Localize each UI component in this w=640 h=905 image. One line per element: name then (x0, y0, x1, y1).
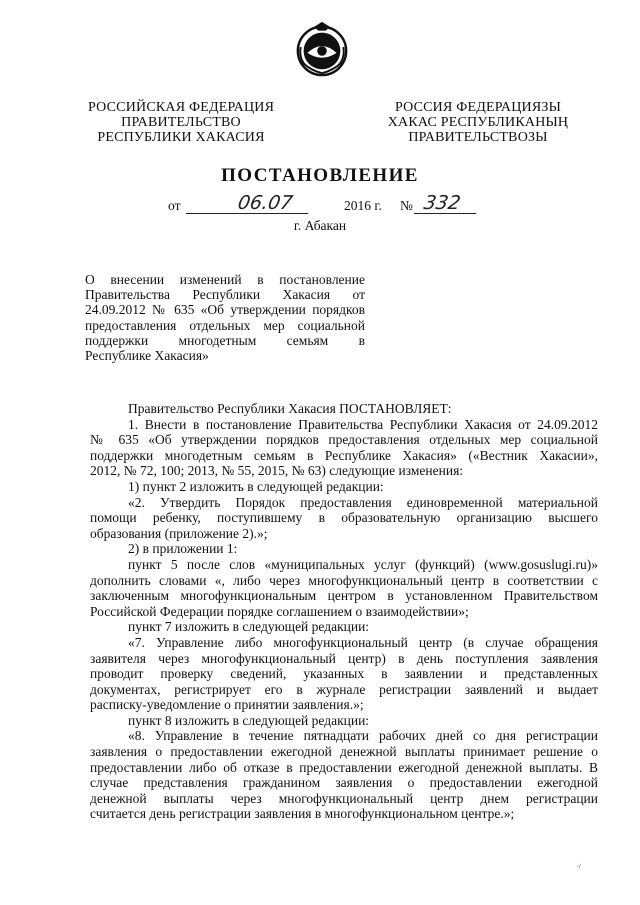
subject-line: 24.09.2012 № 635 «Об утверждении порядков (85, 302, 365, 318)
body-line: образования (приложение 2).»; (90, 525, 268, 541)
document-body (90, 401, 598, 822)
body-line: «7. Управление либо многофункциональный центр (в случае обращения (128, 634, 598, 650)
body-line: Правительство Республики Хакасия ПОСТАНОВЛЯЕТ: (128, 401, 452, 416)
subject-block (85, 272, 365, 363)
body-line: предоставлении либо об отказе в предоставлении ежегодной денежной выплаты. В (90, 759, 598, 775)
handwritten-number: 332 (422, 192, 463, 214)
header-khakas (378, 100, 578, 145)
body-line: «8. Управление в течение пятнадцати рабочих дней со дня регистрации (128, 728, 598, 744)
body-line: 1) пункт 2 изложить в следующей редакции: (128, 478, 384, 494)
body-line: расписку-уведомление о принятии заявления.»; (90, 697, 364, 713)
header-left-line: ПРАВИТЕЛЬСТВО (121, 115, 241, 130)
header-right-line: ПРАВИТЕЛЬСТВОЗЫ (408, 130, 548, 145)
body-line: № 635 «Об утверждении порядков предоставления отдельных мер социальной (90, 432, 598, 448)
body-line: считается день регистрации заявления в многофункциональном центре.»; (90, 806, 515, 822)
body-line: заявителя через многофункциональный центр) в день поступления заявления (90, 650, 598, 666)
body-line: денежной выплаты через многофункциональный центр днем регистрации (90, 790, 598, 806)
date-number-line (168, 192, 488, 218)
coat-of-arms-emblem (293, 20, 351, 78)
subject-line: О внесении изменений в постановление (85, 272, 365, 287)
body-line: заключенным многофункциональным центром в установленном Правительством (90, 588, 598, 604)
body-line: 2) в приложении 1: (128, 541, 238, 557)
header-russian (88, 100, 274, 145)
body-line: дополнить словами «, либо через многофункциональный центр в соответствии с (90, 572, 598, 588)
body-line: заявления о предоставлении ежегодной денежной выплаты принимает решение о (90, 744, 598, 760)
body-line: случае представления гражданином заявления о предоставлении ежегодной (90, 775, 598, 791)
subject-line: предоставления отдельных мер социальной (85, 317, 365, 333)
body-line: пункт 7 изложить в следующей редакции: (128, 619, 370, 635)
page-mark: ·/ (576, 862, 581, 871)
header-right-line: РОССИЯ ФЕДЕРАЦИЯЗЫ (394, 100, 562, 115)
subject-line: поддержки многодетным семьям в (85, 332, 365, 348)
body-line: проводит проверку сведений, указанных в заявлении и представленных (90, 666, 598, 682)
handwritten-date: 06.07 (236, 192, 295, 214)
body-line: 2012, № 72, 100; 2013, № 55, 2015, № 63) следующие изменения: (90, 463, 464, 479)
year-label: 2016 г. (344, 198, 382, 213)
header-right-line: ХАКАС РЕСПУБЛИКАНЫҢ (387, 115, 569, 130)
number-sign: № (400, 198, 413, 213)
header-left-line: РОССИЙСКАЯ ФЕДЕРАЦИЯ (88, 100, 275, 115)
date-prefix: от (168, 198, 181, 213)
city-label: г. Абакан (293, 218, 347, 233)
document-title: ПОСТАНОВЛЕНИЕ (221, 165, 419, 186)
body-line: 1. Внести в постановление Правительства Республики Хакасия от 24.09.2012 (128, 416, 598, 432)
body-line: пункт 8 изложить в следующей редакции: (128, 712, 370, 728)
body-line: помощи ребенку, поступившему в образовательную организацию высшего (90, 510, 598, 526)
subject-line: Правительства Республики Хакасия от (85, 287, 365, 303)
body-line: поддержки многодетным семьям в Республике Хакасия» («Вестник Хакасии», (90, 447, 598, 463)
body-line: документах, регистрирует его в журнале регистрации заявлений и выдает (90, 681, 598, 697)
body-line: «2. Утвердить Порядок предоставления единовременной материальной (128, 494, 598, 510)
header-left-line: РЕСПУБЛИКИ ХАКАСИЯ (97, 130, 265, 145)
subject-line: Республике Хакасия» (85, 348, 209, 364)
body-line: Российской Федерации порядке соглашением о взаимодействии»; (90, 603, 469, 619)
body-line: пункт 5 после слов «муниципальных услуг (функций) (www.gosuslugi.ru)» (128, 556, 598, 572)
